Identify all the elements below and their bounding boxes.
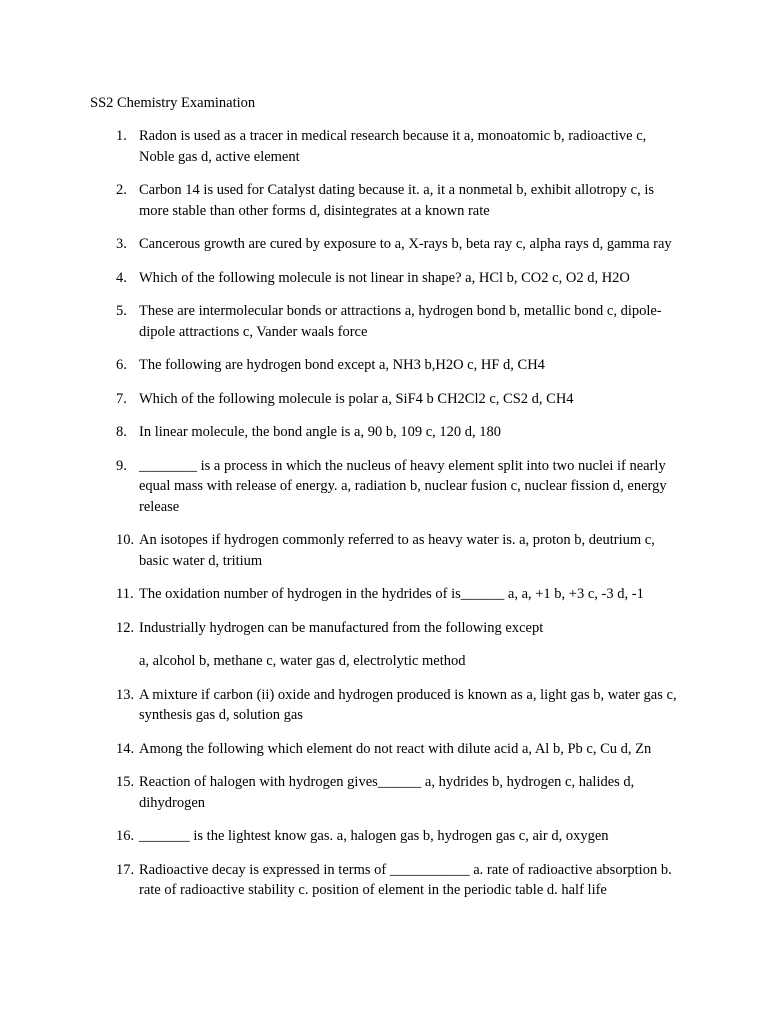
question-item xyxy=(0,126,684,167)
question-item xyxy=(0,456,684,518)
question-text: _______ is the lightest know gas. a, halogen gas b, hydrogen gas c, air d, oxygen xyxy=(139,828,609,844)
question-item xyxy=(0,618,684,672)
question-item xyxy=(0,860,684,901)
question-text: A mixture if carbon (ii) oxide and hydrogen produced is known as a, light gas b, water gas c, synthesis gas d, solution gas xyxy=(139,686,677,723)
question-number: 6. xyxy=(116,357,127,373)
question-text: Radioactive decay is expressed in terms of ___________ a. rate of radioactive absorption b. rate of radioactive stability c. position of element in the periodic table d. half life xyxy=(139,861,672,898)
question-text: In linear molecule, the bond angle is a, 90 b, 109 c, 120 d, 180 xyxy=(139,424,502,440)
question-text: Which of the following molecule is not linear in shape? a, HCl b, CO2 c, O2 d, H2O xyxy=(139,269,630,286)
question-number: 13. xyxy=(116,686,135,703)
question-text: Carbon 14 is used for Catalyst dating because it. a, it a nonmetal b, exhibit allotropy c, is more stable than other forms d, disintegrates at a known rate xyxy=(139,182,655,219)
question-text: The oxidation number of hydrogen in the hydrides of is______ a, a, +1 b, +3 c, -3 d, -1 xyxy=(139,586,644,602)
question-text: Radon is used as a tracer in medical research because it a, monoatomic b, radioactive c, Noble gas d, active element xyxy=(139,128,647,165)
question-number: 3. xyxy=(116,236,127,252)
question-item xyxy=(0,739,684,760)
question-number: 12. xyxy=(116,619,135,636)
question-list xyxy=(0,126,768,914)
question-text: Which of the following molecule is polar a, SiF4 b CH2Cl2 c, CS2 d, CH4 xyxy=(139,390,574,407)
question-text: Reaction of halogen with hydrogen gives______ a, hydrides b, hydrogen c, halides d, dihydrogen xyxy=(139,774,635,811)
question-item xyxy=(0,584,684,605)
question-number: 4. xyxy=(116,269,127,286)
question-number: 15. xyxy=(116,774,135,790)
question-item xyxy=(0,268,684,289)
question-text: Industrially hydrogen can be manufactured from the following except xyxy=(139,619,544,636)
question-number: 16. xyxy=(116,828,135,844)
question-options: a, alcohol b, methane c, water gas d, electrolytic method xyxy=(139,653,466,669)
question-item xyxy=(0,826,684,847)
question-item xyxy=(0,301,684,342)
question-number: 11. xyxy=(116,586,134,602)
question-item xyxy=(0,422,684,443)
question-number: 10. xyxy=(116,532,135,548)
question-item xyxy=(0,389,684,410)
question-number: 8. xyxy=(116,424,127,440)
question-item xyxy=(0,180,684,221)
document-title: SS2 Chemistry Examination xyxy=(90,95,256,111)
question-number: 2. xyxy=(116,182,127,198)
question-text: Cancerous growth are cured by exposure to a, X-rays b, beta ray c, alpha rays d, gamma ray xyxy=(139,236,672,252)
question-number: 5. xyxy=(116,303,127,319)
question-text: Among the following which element do not react with dilute acid a, Al b, Pb c, Cu d, Zn xyxy=(139,740,652,757)
question-item xyxy=(0,355,684,376)
question-number: 17. xyxy=(116,861,135,878)
question-text: These are intermolecular bonds or attractions a, hydrogen bond b, metallic bond c, dipole-dipole attractions c, Vander waals force xyxy=(139,303,662,340)
question-text: ________ is a process in which the nucleus of heavy element split into two nuclei if nearly equal mass with release of energy. a, radiation b, nuclear fusion c, nuclear fission d, energy release xyxy=(139,457,667,515)
question-number: 9. xyxy=(116,457,127,474)
question-number: 14. xyxy=(116,740,135,757)
question-item xyxy=(0,685,684,726)
question-item xyxy=(0,234,684,255)
question-number: 1. xyxy=(116,128,127,144)
question-number: 7. xyxy=(116,390,127,407)
question-item xyxy=(0,772,684,813)
question-item xyxy=(0,530,684,571)
question-text: An isotopes if hydrogen commonly referred to as heavy water is. a, proton b, deutrium c, basic water d, tritium xyxy=(139,532,655,569)
question-text: The following are hydrogen bond except a, NH3 b,H2O c, HF d, CH4 xyxy=(139,357,545,373)
